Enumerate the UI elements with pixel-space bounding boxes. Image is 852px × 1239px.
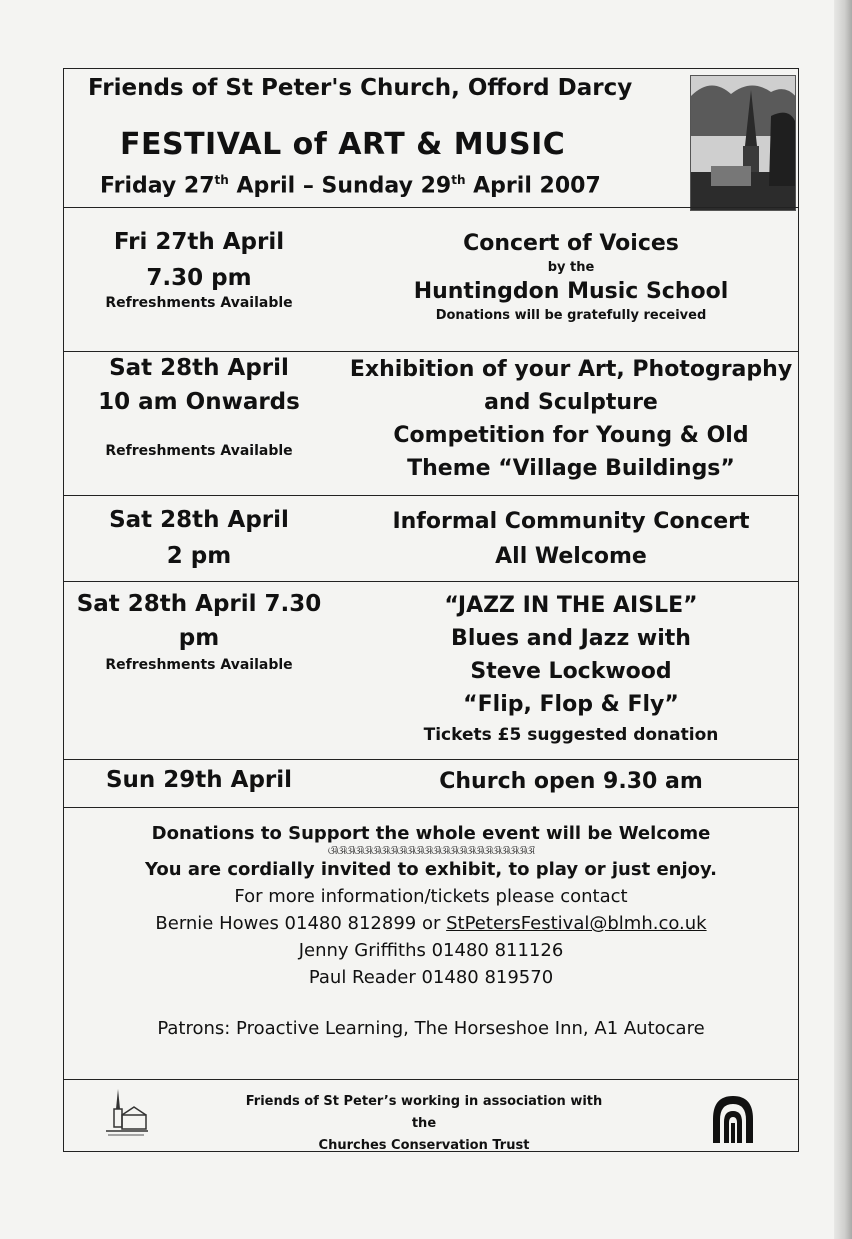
event-date: Sat 28th April — [109, 507, 289, 533]
event-line: “Flip, Flop & Fly” — [463, 692, 679, 717]
event-line: Blues and Jazz with — [451, 626, 691, 651]
event-2-when — [64, 355, 334, 459]
event-5-when — [64, 767, 334, 793]
festival-title: FESTIVAL of ART & MUSIC — [120, 127, 566, 162]
invite-text: You are cordially invited to exhibit, to play or just enjoy. — [145, 859, 717, 880]
divider — [64, 495, 798, 496]
event-date: Sat 28th April — [109, 355, 289, 381]
church-photo — [690, 75, 796, 211]
event-4-what — [336, 593, 806, 745]
event-line: Steve Lockwood — [470, 659, 672, 684]
contact-1 — [64, 913, 798, 934]
event-1-what — [336, 231, 806, 323]
event-note: Refreshments Available — [105, 443, 293, 459]
event-line: “JAZZ IN THE AISLE” — [444, 593, 698, 618]
church-sketch-icon — [104, 1087, 148, 1139]
dates-sup: th — [214, 173, 229, 187]
event-line: Exhibition of your Art, Photography — [349, 357, 793, 382]
dates-sup: th — [451, 173, 466, 187]
event-date: Sun 29th April — [105, 767, 293, 793]
event-time: 7.30 pm — [146, 265, 252, 291]
event-line: Competition for Young & Old — [393, 423, 749, 448]
dates-part: April 2007 — [465, 173, 601, 199]
event-4-when — [64, 591, 334, 673]
divider — [64, 759, 798, 760]
event-line: Tickets £5 suggested donation — [423, 725, 719, 745]
event-3-what — [336, 509, 806, 569]
event-title: Concert of Voices — [463, 231, 679, 256]
event-line: Informal Community Concert — [392, 509, 750, 534]
event-note: Refreshments Available — [105, 657, 293, 673]
cct-logo-icon — [710, 1093, 756, 1145]
event-performer: Huntingdon Music School — [413, 279, 729, 304]
association-line-2: Churches Conservation Trust — [318, 1138, 530, 1153]
festival-flyer — [63, 68, 799, 1152]
contact-3: Paul Reader 01480 819570 — [308, 967, 554, 988]
organization-name: Friends of St Peter's Church, Offord Darcy — [88, 75, 633, 101]
footer-info — [64, 823, 798, 1039]
event-line: All Welcome — [495, 544, 647, 569]
contact-2: Jenny Griffiths 01480 811126 — [298, 940, 564, 961]
more-info-text: For more information/tickets please contact — [234, 886, 628, 907]
event-line: and Sculpture — [484, 390, 658, 415]
event-by: by the — [547, 260, 595, 275]
contact-name: Bernie Howes 01480 812899 or — [155, 913, 447, 934]
association-note — [234, 1091, 614, 1157]
event-line: Church open 9.30 am — [439, 769, 703, 794]
event-time: 2 pm — [166, 543, 232, 569]
divider — [64, 581, 798, 582]
event-date: Sat 28th April 7.30 — [76, 591, 322, 617]
event-time: 10 am Onwards — [98, 389, 300, 415]
event-line: Theme “Village Buildings” — [407, 456, 735, 481]
page-edge-shadow — [834, 0, 852, 1239]
event-extra: Donations will be gratefully received — [435, 308, 707, 323]
divider — [64, 351, 798, 352]
patrons-text: Patrons: Proactive Learning, The Horseshoe Inn, A1 Autocare — [157, 1018, 705, 1039]
event-note: Refreshments Available — [105, 295, 293, 311]
event-3-when — [64, 507, 334, 569]
event-2-what — [336, 357, 806, 481]
divider — [64, 807, 798, 808]
event-date: Fri 27th April — [113, 229, 285, 255]
dates-part: April – Sunday 29 — [228, 173, 452, 199]
association-line-1: Friends of St Peter’s working in association with the — [245, 1094, 603, 1131]
event-1-when — [64, 229, 334, 311]
dates-part: Friday 27 — [100, 173, 215, 199]
contact-email-link[interactable]: StPetersFestival@blmh.co.uk — [446, 913, 707, 934]
event-time: pm — [178, 625, 220, 651]
ornament-divider: ଔଔଔଔଔଔଔଔଔଔଔଔଔଔଔଔଔଔଔଔଔଔଔଔ — [327, 846, 535, 857]
divider — [64, 1079, 798, 1080]
event-5-what — [336, 769, 806, 794]
divider — [64, 207, 798, 208]
festival-dates — [100, 173, 601, 198]
donations-text: Donations to Support the whole event will be Welcome — [151, 823, 711, 844]
